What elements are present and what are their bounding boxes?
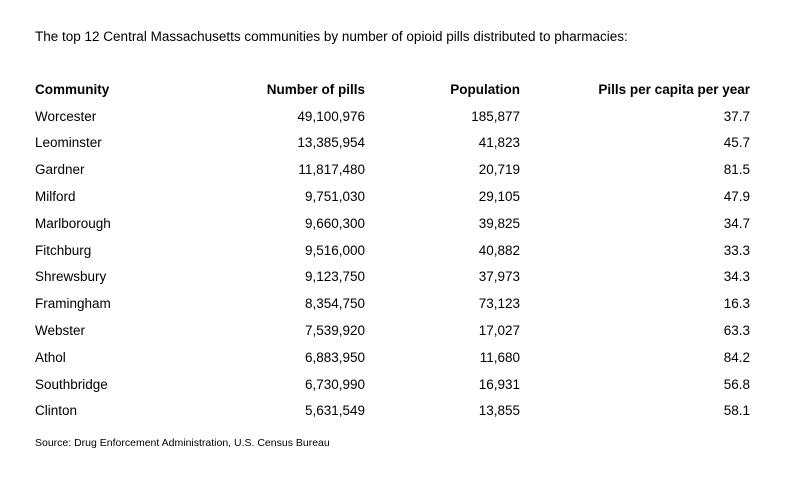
per-capita-cell: 45.7 xyxy=(723,135,750,151)
population-cell: 13,855 xyxy=(478,403,520,419)
community-cell: Framingham xyxy=(35,296,111,312)
community-cell: Shrewsbury xyxy=(35,269,107,285)
column-header-pills-per-capita: Pills per capita per year xyxy=(598,81,750,97)
table-header-row xyxy=(35,76,750,103)
pills-cell: 6,883,950 xyxy=(304,349,365,365)
pills-cell: 49,100,976 xyxy=(297,108,365,124)
population-cell: 41,823 xyxy=(478,135,520,151)
per-capita-cell: 37.7 xyxy=(723,108,750,124)
per-capita-cell: 84.2 xyxy=(723,349,750,365)
table-row xyxy=(35,344,750,371)
population-cell: 37,973 xyxy=(478,269,520,285)
pills-cell: 9,123,750 xyxy=(304,269,365,285)
per-capita-cell: 34.7 xyxy=(723,215,750,231)
pills-cell: 11,817,480 xyxy=(298,162,365,178)
per-capita-cell: 81.5 xyxy=(723,162,750,178)
per-capita-cell: 34.3 xyxy=(723,269,750,285)
pills-cell: 7,539,920 xyxy=(304,323,365,339)
table-row xyxy=(35,290,750,317)
source-note: Source: Drug Enforcement Administration, U.S. Census Bureau xyxy=(35,437,330,450)
table-row xyxy=(35,210,750,237)
community-cell: Marlborough xyxy=(35,215,111,231)
page-title: The top 12 Central Massachusetts communities by number of opioid pills distributed to pharmacies: xyxy=(35,29,628,44)
population-cell: 40,882 xyxy=(478,242,520,258)
table-row xyxy=(35,317,750,344)
per-capita-cell: 47.9 xyxy=(723,189,750,205)
community-cell: Fitchburg xyxy=(35,242,92,258)
community-cell: Leominster xyxy=(35,135,102,151)
pills-cell: 13,385,954 xyxy=(297,135,365,151)
per-capita-cell: 58.1 xyxy=(723,403,750,419)
column-header-number-of-pills: Number of pills xyxy=(266,81,365,97)
pills-cell: 9,751,030 xyxy=(304,189,365,205)
per-capita-cell: 63.3 xyxy=(723,323,750,339)
table-row xyxy=(35,398,750,425)
table-row xyxy=(35,103,750,130)
column-header-population: Population xyxy=(450,81,520,97)
pills-table xyxy=(35,76,750,424)
community-cell: Athol xyxy=(35,349,66,365)
community-cell: Gardner xyxy=(35,162,85,178)
pills-cell: 8,354,750 xyxy=(304,296,365,312)
community-cell: Clinton xyxy=(35,403,78,419)
table-row xyxy=(35,264,750,291)
per-capita-cell: 16.3 xyxy=(723,296,750,312)
pills-cell: 9,516,000 xyxy=(304,242,365,258)
table-row xyxy=(35,237,750,264)
per-capita-cell: 56.8 xyxy=(723,376,750,392)
population-cell: 29,105 xyxy=(478,189,520,205)
community-cell: Webster xyxy=(35,323,86,339)
table-row xyxy=(35,156,750,183)
community-cell: Worcester xyxy=(35,108,97,124)
column-header-community: Community xyxy=(35,81,110,97)
pills-cell: 9,660,300 xyxy=(304,215,365,231)
table-row xyxy=(35,183,750,210)
population-cell: 11,680 xyxy=(479,349,520,365)
population-cell: 73,123 xyxy=(478,296,520,312)
pills-cell: 5,631,549 xyxy=(304,403,365,419)
pills-cell: 6,730,990 xyxy=(304,376,365,392)
population-cell: 16,931 xyxy=(478,376,520,392)
population-cell: 39,825 xyxy=(478,215,520,231)
community-cell: Southbridge xyxy=(35,376,108,392)
population-cell: 185,877 xyxy=(471,108,520,124)
population-cell: 20,719 xyxy=(478,162,520,178)
per-capita-cell: 33.3 xyxy=(723,242,750,258)
table-row xyxy=(35,130,750,157)
population-cell: 17,027 xyxy=(478,323,520,339)
community-cell: Milford xyxy=(35,189,76,205)
table-row xyxy=(35,371,750,398)
